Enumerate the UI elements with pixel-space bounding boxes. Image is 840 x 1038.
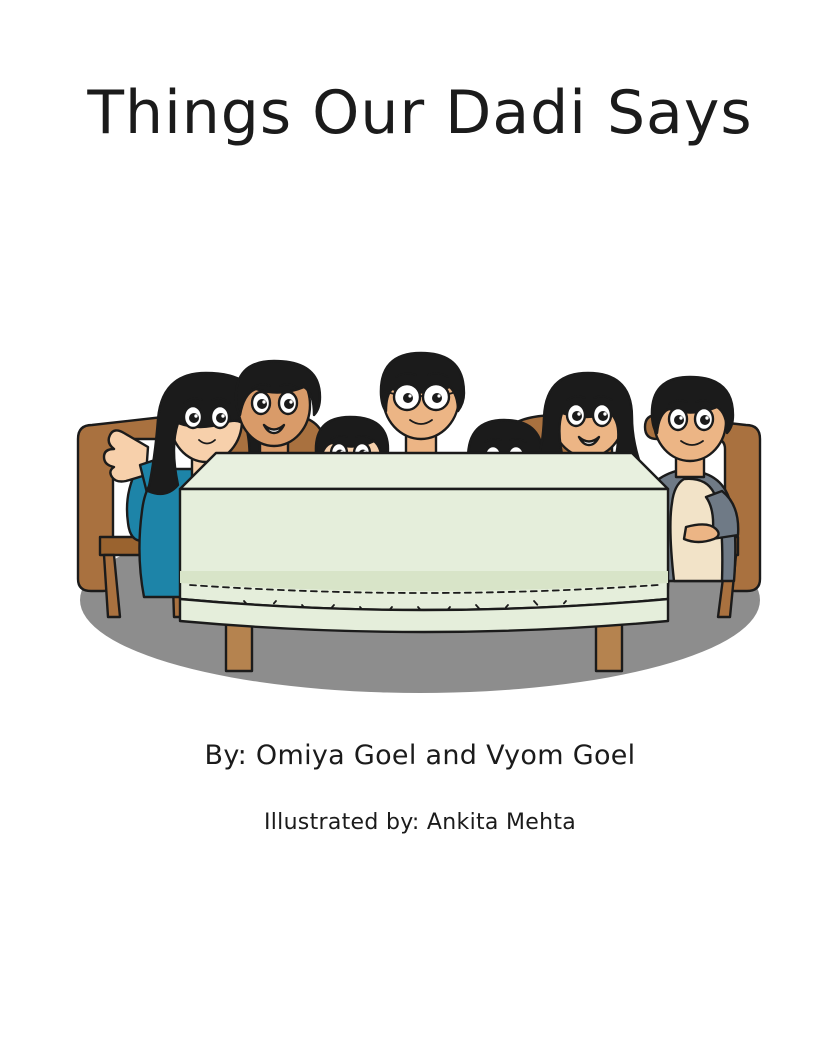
- page-title: Things Our Dadi Says: [87, 78, 753, 148]
- author-byline: By: Omiya Goel and Vyom Goel: [204, 740, 636, 771]
- tablecloth: [180, 489, 668, 610]
- cover-illustration: [40, 255, 800, 695]
- table-top: [180, 453, 668, 489]
- illustrator-credit: Illustrated by: Ankita Mehta: [263, 810, 577, 835]
